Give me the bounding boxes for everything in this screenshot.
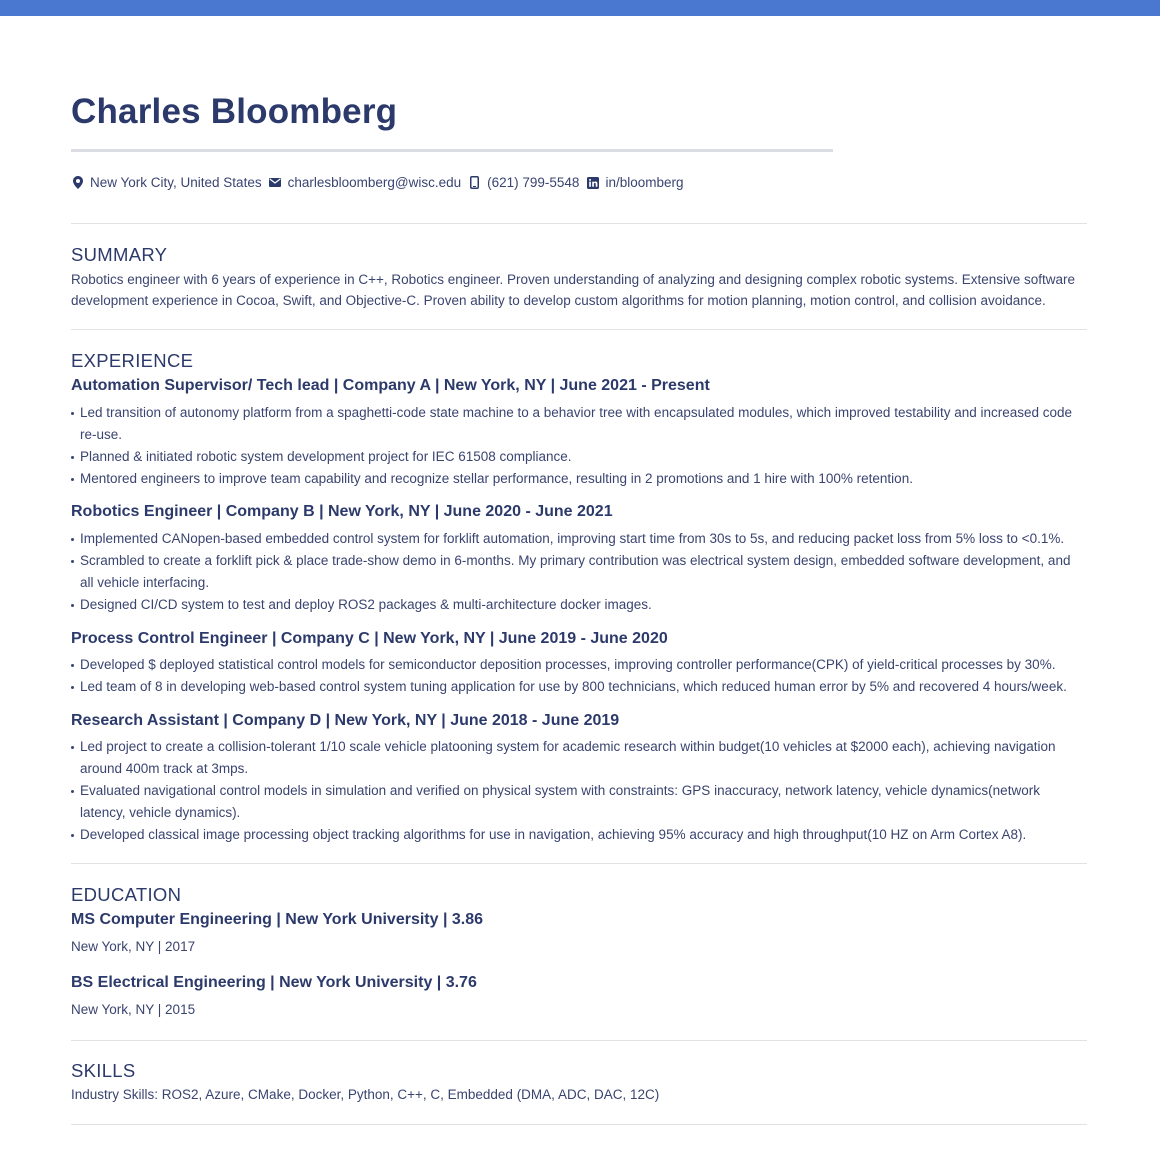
job-bullet: Designed CI/CD system to test and deploy ROS2 packages & multi-architecture docker images. — [71, 594, 1087, 616]
job-bullet: Mentored engineers to improve team capability and recognize stellar performance, resulting in 2 promotions and 1 hire with 100% retention. — [71, 468, 1087, 490]
phone-text[interactable]: (621) 799-5548 — [487, 175, 580, 190]
degree-details: New York, NY | 2015 — [71, 1002, 196, 1017]
contact-linkedin[interactable] — [586, 175, 683, 190]
job-bullets — [71, 528, 1087, 616]
job-bullet: Led team of 8 in developing web-based control system tuning application for use by 800 technicians, which reduced human error by 5% and recovered 4 hours/week. — [71, 676, 1087, 698]
email-link[interactable]: charlesbloomberg@wisc.edu — [287, 175, 462, 190]
section-divider — [71, 329, 1087, 330]
job-bullets — [71, 654, 1087, 698]
envelope-icon — [269, 176, 282, 189]
section-divider — [71, 863, 1087, 864]
mobile-phone-icon — [468, 176, 481, 189]
job-title: Automation Supervisor/ Tech lead | Company A | New York, NY | June 2021 - Present — [71, 377, 710, 394]
degree-details: New York, NY | 2017 — [71, 939, 196, 954]
contact-phone[interactable] — [468, 175, 579, 190]
job-title: Research Assistant | Company D | New York, NY | June 2018 - June 2019 — [71, 712, 620, 729]
job-bullet: Evaluated navigational control models in simulation and verified on physical system with constraints: GPS inaccuracy, network latency, vehicle dynamics(network latency, vehicle dynamics). — [71, 780, 1087, 824]
section-divider — [71, 223, 1087, 224]
section-divider — [71, 1124, 1087, 1125]
job-bullet: Developed $ deployed statistical control models for semiconductor deposition processes, improving controller performance(CPK) of yield-critical processes by 30%. — [71, 654, 1087, 676]
top-accent-bar — [0, 0, 1160, 16]
candidate-name: Charles Bloomberg — [71, 92, 398, 131]
summary-text: Robotics engineer with 6 years of experience in C++, Robotics engineer. Proven understanding of analyzing and designing complex robotic systems. Extensive software development experience in Cocoa, Swift, and Objective-C. Proven ability to develop custom algorithms for motion planning, motion control, and collision avoidance. — [71, 272, 1076, 308]
linkedin-link[interactable]: in/bloomberg — [605, 175, 684, 190]
skills-text: Industry Skills: ROS2, Azure, CMake, Docker, Python, C++, C, Embedded (DMA, ADC, DAC, 12C) — [71, 1087, 660, 1102]
contact-email[interactable] — [269, 175, 462, 190]
job-title: Process Control Engineer | Company C | New York, NY | June 2019 - June 2020 — [71, 630, 668, 647]
job-bullets — [71, 402, 1087, 490]
job-bullet: Planned & initiated robotic system development project for IEC 61508 compliance. — [71, 446, 1087, 468]
name-divider — [71, 149, 833, 152]
job-title: Robotics Engineer | Company B | New York, NY | June 2020 - June 2021 — [71, 503, 613, 520]
map-pin-icon — [71, 176, 84, 189]
linkedin-icon — [586, 176, 599, 189]
contact-bar — [71, 175, 691, 190]
degree-title: MS Computer Engineering | New York University | 3.86 — [71, 911, 484, 928]
section-divider — [71, 1040, 1087, 1041]
location-text: New York City, United States — [90, 175, 262, 190]
contact-location — [71, 175, 262, 190]
skills-heading: SKILLS — [71, 1060, 136, 1081]
summary-heading: SUMMARY — [71, 244, 168, 265]
experience-heading: EXPERIENCE — [71, 350, 194, 371]
job-bullet: Led project to create a collision-tolerant 1/10 scale vehicle platooning system for academic research within budget(10 vehicles at $2000 each), achieving navigation around 400m track at 3mps. — [71, 736, 1087, 780]
job-bullets — [71, 736, 1087, 846]
job-bullet: Implemented CANopen-based embedded control system for forklift automation, improving start time from 30s to 5s, and reducing packet loss from 5% loss to <0.1%. — [71, 528, 1087, 550]
job-bullet: Scrambled to create a forklift pick & place trade-show demo in 6-months. My primary contribution was electrical system design, embedded software development, and all vehicle interfacing. — [71, 550, 1087, 594]
job-bullet: Led transition of autonomy platform from a spaghetti-code state machine to a behavior tree with encapsulated modules, which improved testability and increased code re-use. — [71, 402, 1087, 446]
degree-title: BS Electrical Engineering | New York University | 3.76 — [71, 974, 477, 991]
education-heading: EDUCATION — [71, 884, 182, 905]
job-bullet: Developed classical image processing object tracking algorithms for use in navigation, achieving 95% accuracy and high throughput(10 HZ on Arm Cortex A8). — [71, 824, 1087, 846]
